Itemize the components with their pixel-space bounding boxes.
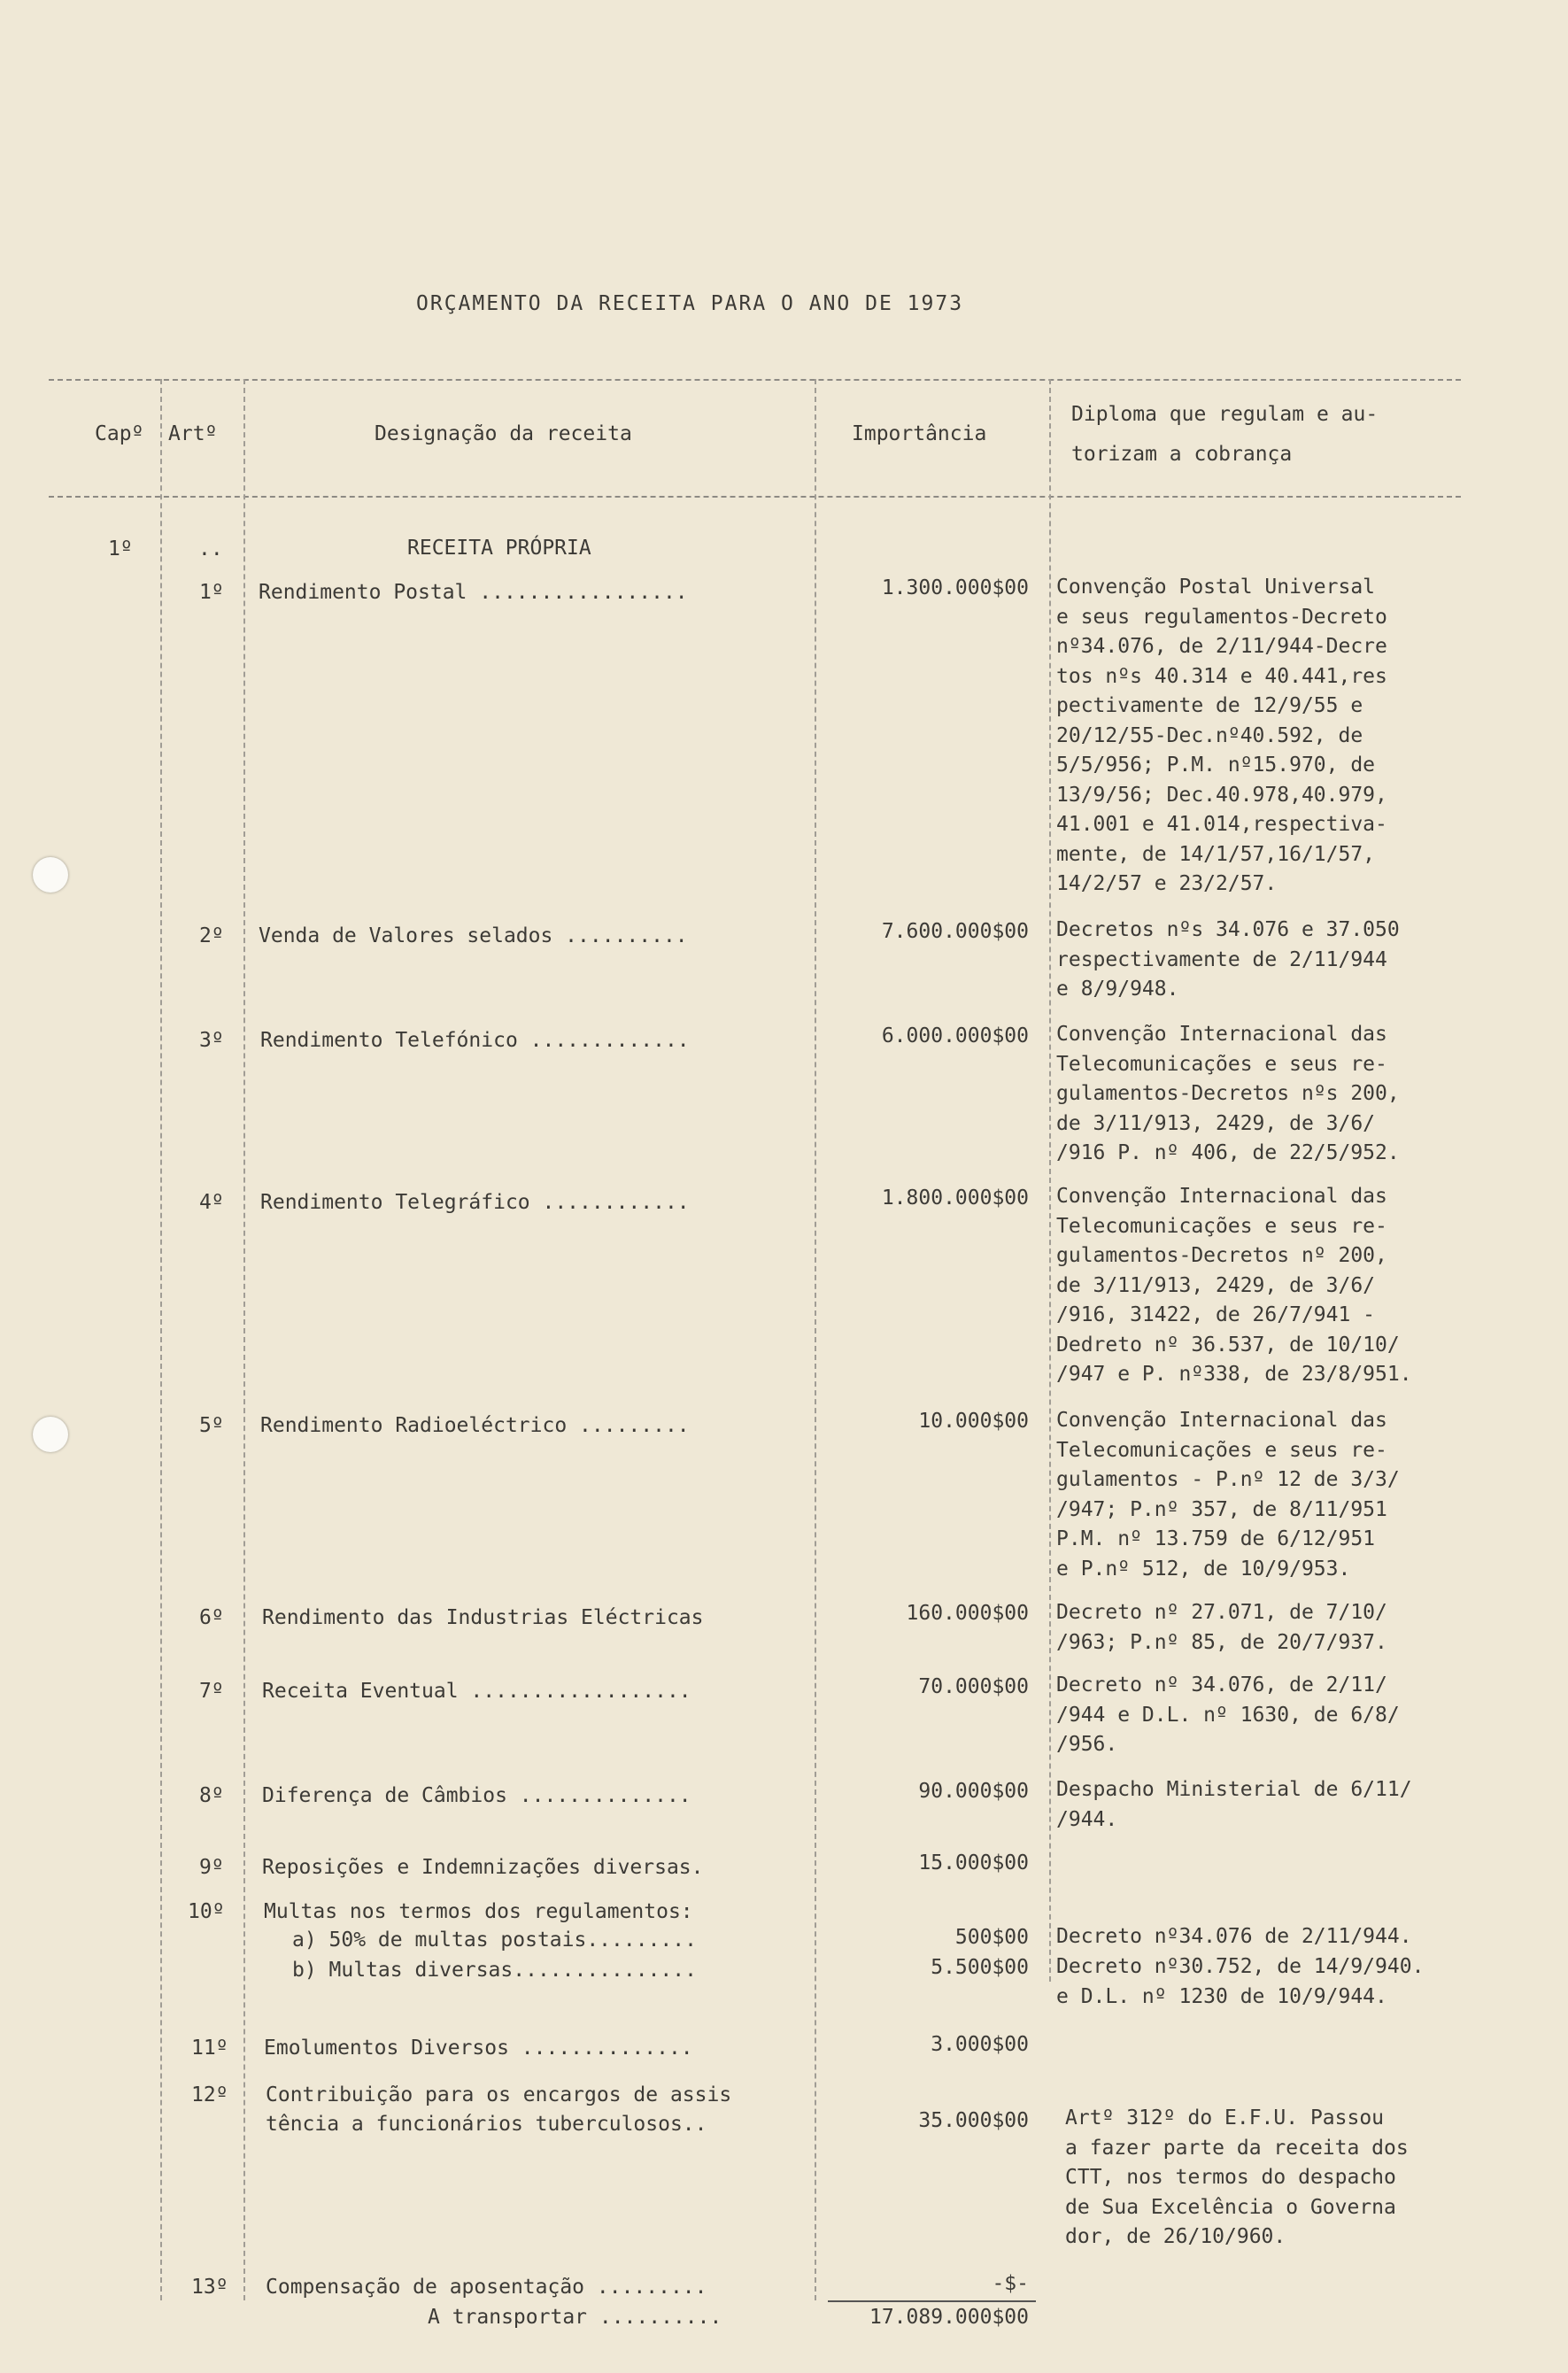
amount: 500$00: [954, 1926, 1029, 1949]
article-number: 10º: [188, 1900, 225, 1923]
diploma-text: Convenção Internacional das Telecomunicações e seus re- gulamentos-Decretos nºs 200, de 3/11/913, 2429, de 3/6/ /916 P. nº 406, de 22/5/952.: [1056, 1023, 1400, 1164]
diploma-text: Decreto nº30.752, de 14/9/940. e D.L. nº 1230 de 10/9/944.: [1056, 1955, 1425, 2008]
chapter-dots: ..: [198, 537, 223, 560]
header-diploma: torizam a cobrança: [1071, 443, 1293, 466]
amount: 35.000$00: [918, 2109, 1029, 2132]
amount: 1.800.000$00: [881, 1186, 1029, 1210]
diploma-text: Decreto nº 27.071, de 7/10/ /963; P.nº 85, de 20/7/937.: [1056, 1601, 1387, 1654]
designation-cont: tência a funcionários tuberculosos..: [266, 2113, 707, 2136]
designation: Diferença de Câmbios ..............: [262, 1784, 691, 1807]
amount: 1.300.000$00: [881, 576, 1029, 599]
column-divider: [1049, 379, 1051, 1982]
article-number: 5º: [199, 1414, 224, 1437]
chapter-number: 1º: [108, 537, 133, 560]
article-number: 8º: [199, 1784, 224, 1807]
header-bottom-rule: [49, 496, 1461, 498]
header-importancia: Importância: [852, 422, 987, 445]
designation-sub: a) 50% de multas postais.........: [292, 1929, 697, 1952]
amount: -$-: [992, 2272, 1029, 2295]
article-number: 7º: [199, 1680, 224, 1703]
designation: Compensação de aposentação .........: [266, 2276, 707, 2299]
article-number: 4º: [199, 1191, 224, 1214]
diploma-text: Decreto nº34.076 de 2/11/944.: [1056, 1925, 1412, 1948]
designation: Venda de Valores selados ..........: [259, 924, 688, 947]
designation: Contribuição para os encargos de assis: [266, 2083, 732, 2106]
total-label: A transportar ..........: [428, 2306, 722, 2329]
article-number: 1º: [199, 581, 224, 604]
designation: Reposições e Indemnizações diversas.: [262, 1856, 704, 1879]
designation: Rendimento Postal .................: [259, 581, 688, 604]
designation-sub: b) Multas diversas...............: [292, 1959, 697, 1982]
punch-hole: [33, 857, 68, 893]
table-top-rule: [49, 379, 1461, 381]
amount: 6.000.000$00: [881, 1024, 1029, 1047]
diploma-text: Convenção Postal Universal e seus regulamentos-Decreto nº34.076, de 2/11/944-Decre tos nºs 40.314 e 40.441,res pectivamente de 12/9/55 e 20/12/55-Dec.nº40.592, de 5/5/956; P.M. nº15.970, de 13/9/56; Dec.40.978,40.979, 41.001 e 41.014,respectiva- mente, de 14/1/57,16/1/57, 14/2/57 e 23/2/57.: [1056, 576, 1387, 895]
punch-hole: [33, 1417, 68, 1452]
article-number: 9º: [199, 1856, 224, 1879]
article-number: 11º: [191, 2037, 228, 2060]
diploma-text: Despacho Ministerial de 6/11/ /944.: [1056, 1778, 1412, 1831]
designation: Receita Eventual ..................: [262, 1680, 691, 1703]
diploma-text: Convenção Internacional das Telecomunicações e seus re- gulamentos-Decretos nº 200, de 3/11/913, 2429, de 3/6/ /916, 31422, de 26/7/941 - Dedreto nº 36.537, de 10/10/ /947 e P. nº338, de 23/8/951.: [1056, 1185, 1412, 1386]
document-title: ORÇAMENTO DA RECEITA PARA O ANO DE 1973: [416, 292, 964, 315]
chapter-title: RECEITA PRÓPRIA: [407, 537, 591, 560]
designation: Rendimento Telefónico .............: [260, 1029, 690, 1052]
designation: Emolumentos Diversos ..............: [264, 2037, 693, 2060]
article-number: 13º: [191, 2276, 228, 2299]
amount: 3.000$00: [931, 2033, 1029, 2056]
diploma-text: Convenção Internacional das Telecomunicações e seus re- gulamentos - P.nº 12 de 3/3/ /947; P.nº 357, de 8/11/951 P.M. nº 13.759 de 6/12/951 e P.nº 512, de 10/9/953.: [1056, 1409, 1400, 1581]
total-rule: [828, 2300, 1036, 2302]
article-number: 12º: [191, 2083, 228, 2106]
amount: 10.000$00: [918, 1410, 1029, 1433]
amount: 160.000$00: [906, 1602, 1029, 1625]
diploma-text: Decreto nº 34.076, de 2/11/ /944 e D.L. nº 1630, de 6/8/ /956.: [1056, 1673, 1400, 1756]
article-number: 2º: [199, 924, 224, 947]
amount: 70.000$00: [918, 1675, 1029, 1698]
column-divider: [243, 379, 245, 2300]
designation: Rendimento das Industrias Eléctricas: [262, 1606, 704, 1629]
designation: Multas nos termos dos regulamentos:: [264, 1900, 693, 1923]
designation: Rendimento Radioeléctrico .........: [260, 1414, 690, 1437]
amount: 90.000$00: [918, 1780, 1029, 1803]
amount: 5.500$00: [931, 1956, 1029, 1979]
designation: Rendimento Telegráfico ............: [260, 1191, 690, 1214]
article-number: 6º: [199, 1606, 224, 1629]
column-divider: [160, 379, 162, 2300]
article-number: 3º: [199, 1029, 224, 1052]
header-designacao: Designação da receita: [375, 422, 632, 445]
header-diploma: Diploma que regulam e au-: [1071, 403, 1379, 426]
column-divider: [815, 379, 816, 2300]
diploma-text: Decretos nºs 34.076 e 37.050 respectivamente de 2/11/944 e 8/9/948.: [1056, 918, 1400, 1001]
diploma-text: Artº 312º do E.F.U. Passou a fazer parte da receita dos CTT, nos termos do despacho de Sua Excelência o Governa dor, de 26/10/960.: [1065, 2106, 1409, 2248]
header-cap: Capº: [95, 422, 144, 445]
amount: 15.000$00: [918, 1851, 1029, 1874]
total-amount: 17.089.000$00: [869, 2306, 1029, 2329]
amount: 7.600.000$00: [881, 920, 1029, 943]
header-art: Artº: [168, 422, 218, 445]
